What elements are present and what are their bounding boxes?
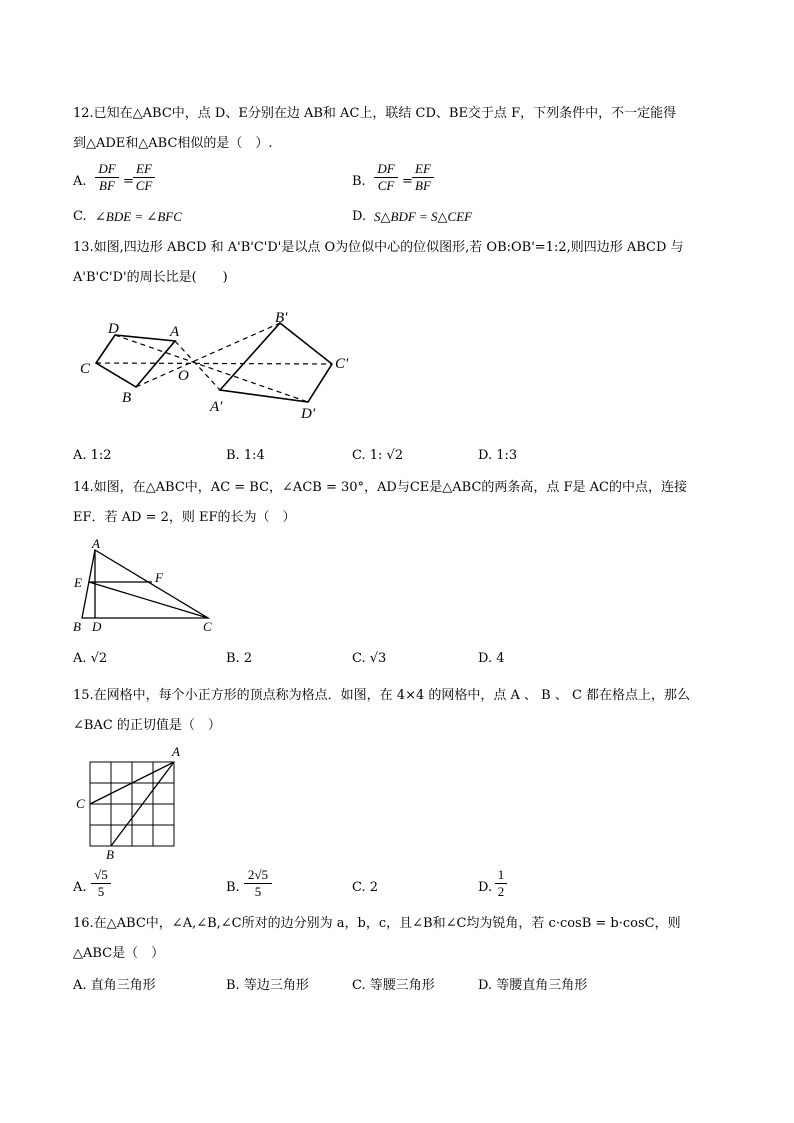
q12-option-d-text: S△BDF = S△CEF [374,209,473,224]
q13-option-d: D. 1:3 [478,448,518,463]
q12-option-a-fraction-left: DF BF [95,162,119,193]
q12-stem-line1: 12.已知在△ABC中，点 D、E分别在边 AB和 AC上，联结 CD、BE交于点 F，下列条件中，不一定能得 [73,106,677,121]
q12-option-c-text: ∠BDE = ∠BFC [95,209,182,224]
q15-option-a-fraction: √5 5 [91,868,111,899]
label-c: C [80,361,91,377]
label-a: A [170,324,180,340]
quad-a2b2c2d2 [220,323,332,402]
q12-option-b-equals: = [402,174,413,189]
q15-stem-line2: ∠BAC 的正切值是（ ） [73,718,221,733]
q13-stem-line1: 13.如图,四边形 ABCD 和 A'B'C'D'是以点 O为位似中心的位似图形,若 OB:OB'=1:2,则四边形 ABCD 与 [73,240,684,255]
q14-option-d: D. 4 [478,651,505,666]
q12-option-a-equals: = [123,174,134,189]
q15-grid-figure [70,742,190,864]
q16-option-c: C. 等腰三角形 [352,978,435,993]
q16-stem-line1: 16.在△ABC中，∠A,∠B,∠C所对的边分别为 a，b，c，且∠B和∠C均为锐角，若 c·cosB = b·cosC，则 [73,916,681,931]
label-a: A [172,744,180,759]
q15-option-a-label: A. [73,880,87,895]
q14-option-b: B. 2 [226,651,253,666]
line-cc2 [96,363,332,364]
q16-option-a: A. 直角三角形 [73,978,156,993]
q15-stem-line1: 15.在网格中，每个小正方形的顶点称为格点．如图，在 4×4 的网格中，点 A 、 B 、 C 都在格点上，那么 [73,688,691,703]
q15-option-b-fraction: 2√5 5 [244,868,272,899]
q15-option-b-label: B. [226,880,240,895]
q16-option-b: B. 等边三角形 [226,978,309,993]
q13-stem-line2: A'B'C'D'的周长比是( ) [73,270,228,285]
q14-option-a: A. √2 [73,651,108,666]
q12-option-b-label: B. [352,174,366,189]
q14-stem-line2: EF．若 AD = 2，则 EF的长为（ ） [73,510,296,525]
label-o: O [178,368,189,384]
label-a2: A′ [210,399,223,415]
altitude-ce [89,582,208,618]
line-dd2 [115,335,308,402]
label-b: B [106,847,114,862]
label-d2: D′ [301,406,316,422]
quad-abcd [96,335,175,387]
q15-option-d-fraction: 1 2 [495,868,507,899]
q13-option-b: B. 1:4 [226,448,265,463]
label-c2: C′ [335,356,349,372]
q12-option-d-label: D. [352,209,367,224]
q16-option-d: D. 等腰直角三角形 [478,978,588,993]
label-c: C [76,796,85,811]
label-b: B [73,619,81,634]
q12-option-b-fraction-right: EF BF [412,162,434,193]
q12-option-a-fraction-right: EF CF [133,162,155,193]
q13-homothety-figure [70,305,370,425]
label-b2: B′ [275,310,288,326]
label-a: A [92,536,100,551]
q12-option-a-label: A. [73,174,87,189]
label-d: D [92,619,102,634]
q14-stem-line1: 14.如图，在△ABC中，AC = BC，∠ACB = 30°，AD与CE是△ABC的两条高，点 F是 AC的中点，连接 [73,480,688,495]
q15-option-c: C. 2 [352,880,379,895]
q15-option-d-label: D. [478,880,493,895]
q13-option-c: C. 1: √2 [352,448,404,463]
label-c: C [203,619,212,634]
label-e: E [74,575,82,590]
label-f: F [155,570,163,585]
q14-triangle-figure [70,535,230,635]
q14-option-c: C. √3 [352,651,387,666]
q12-option-b-fraction-left: DF CF [374,162,398,193]
label-d: D [108,321,119,337]
q16-stem-line2: △ABC是（ ） [73,946,165,961]
triangle-abc [82,550,208,618]
q13-option-a: A. 1:2 [73,448,112,463]
q12-stem-line2: 到△ADE和△ABC相似的是（ ）. [73,136,273,151]
label-b: B [122,390,132,406]
q12-option-c-label: C. [73,209,87,224]
